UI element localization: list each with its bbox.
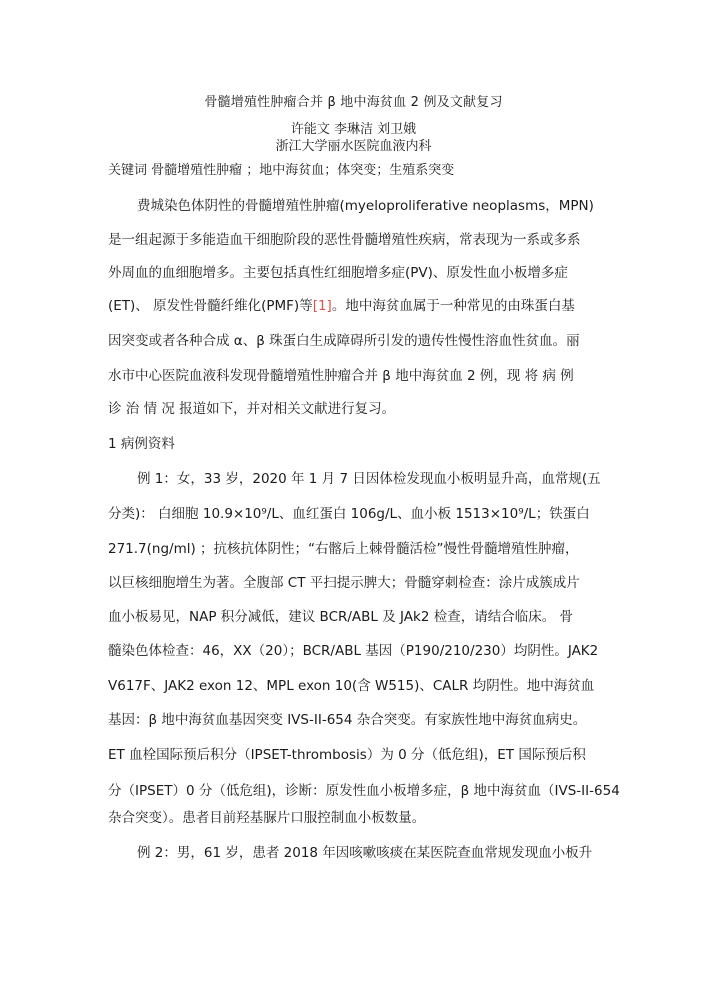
case1-line-7: V617F、JAK2 exon 12、MPL exon 10(含 W515)、CALR 均阴性。地中海贫血: [108, 678, 595, 694]
authors: 许能文 李琳洁 刘卫娥: [290, 122, 417, 137]
intro-line-7: 诊 治 情 况 报道如下，并对相关文献进行复习。: [108, 401, 396, 417]
intro-line-4-pre: (ET)、 原发性骨髓纤维化(PMF)等: [108, 298, 313, 314]
article-title: 骨髓增殖性肿瘤合并 β 地中海贫血 2 例及文献复习: [204, 95, 503, 110]
citation-ref-1[interactable]: [1]: [312, 298, 332, 314]
intro-line-2: 是一组起源于多能造血干细胞阶段的恶性骨髓增殖性疾病，常表现为一系或多系: [108, 232, 581, 248]
affiliation: 浙江大学丽水医院血液内科: [275, 139, 432, 154]
case1-line-3: 271.7(ng/ml) ；抗核抗体阴性；“右髂后上棘骨髓活检”慢性骨髓增殖性肿瘤，: [108, 541, 579, 557]
case1-line-10: 分（IPSET）0 分（低危组)，诊断：原发性血小板增多症，β 地中海贫血（IVS-II-654: [108, 783, 620, 799]
case1-line-8: 基因：β 地中海贫血基因突变 IVS-II-654 杂合突变。有家族性地中海贫血病史。: [108, 712, 587, 728]
keywords: 关键词 骨髓增殖性肿瘤 ；地中海贫血；体突变；生殖系突变: [108, 163, 455, 178]
case1-line-4: 以巨核细胞增生为著。全腹部 CT 平扫提示脾大；骨髓穿刺检查：涂片成簇成片: [108, 575, 580, 591]
case1-line-6: 髓染色体检查：46，XX（20）；BCR/ABL 基因（P190/210/230）均阴性。JAK2: [108, 643, 599, 659]
intro-line-6: 水市中心医院血液科发现骨髓增殖性肿瘤合并 β 地中海贫血 2 例，现 将 病 例: [108, 368, 574, 384]
intro-line-4: [108, 298, 575, 314]
section-heading-case-data: 1 病例资料: [108, 436, 175, 452]
intro-line-5: 因突变或者各种合成 α、β 珠蛋白生成障碍所引发的遗传性慢性溶血性贫血。丽: [108, 333, 580, 349]
case1-line-1: 例 1：女，33 岁，2020 年 1 月 7 日因体检发现血小板明显升高，血常规(五: [137, 471, 601, 487]
intro-line-4-post: 。地中海贫血属于一种常见的由珠蛋白基: [331, 298, 575, 314]
intro-line-1: 费城染色体阴性的骨髓增殖性肿瘤(myeloproliferative neoplasms，MPN): [137, 198, 594, 214]
case2-line-1: 例 2：男，61 岁，患者 2018 年因咳嗽咳痰在某医院查血常规发现血小板升: [137, 845, 593, 861]
case1-line-11: 杂合突变）。患者目前羟基脲片口服控制血小板数量。: [108, 810, 426, 826]
intro-line-3: 外周血的血细胞增多。主要包括真性红细胞增多症(PV)、原发性血小板增多症: [108, 265, 568, 281]
case1-line-2: 分类)： 白细胞 10.9×10⁹/L、血红蛋白 106g/L、血小板 1513×10⁹/L；铁蛋白: [108, 506, 590, 522]
case1-line-9: ET 血栓国际预后积分（IPSET-thrombosis）为 0 分（低危组)，ET 国际预后积: [108, 747, 586, 763]
case1-line-5: 血小板易见，NAP 积分减低，建议 BCR/ABL 及 JAk2 检查，请结合临床。 骨: [108, 609, 574, 625]
